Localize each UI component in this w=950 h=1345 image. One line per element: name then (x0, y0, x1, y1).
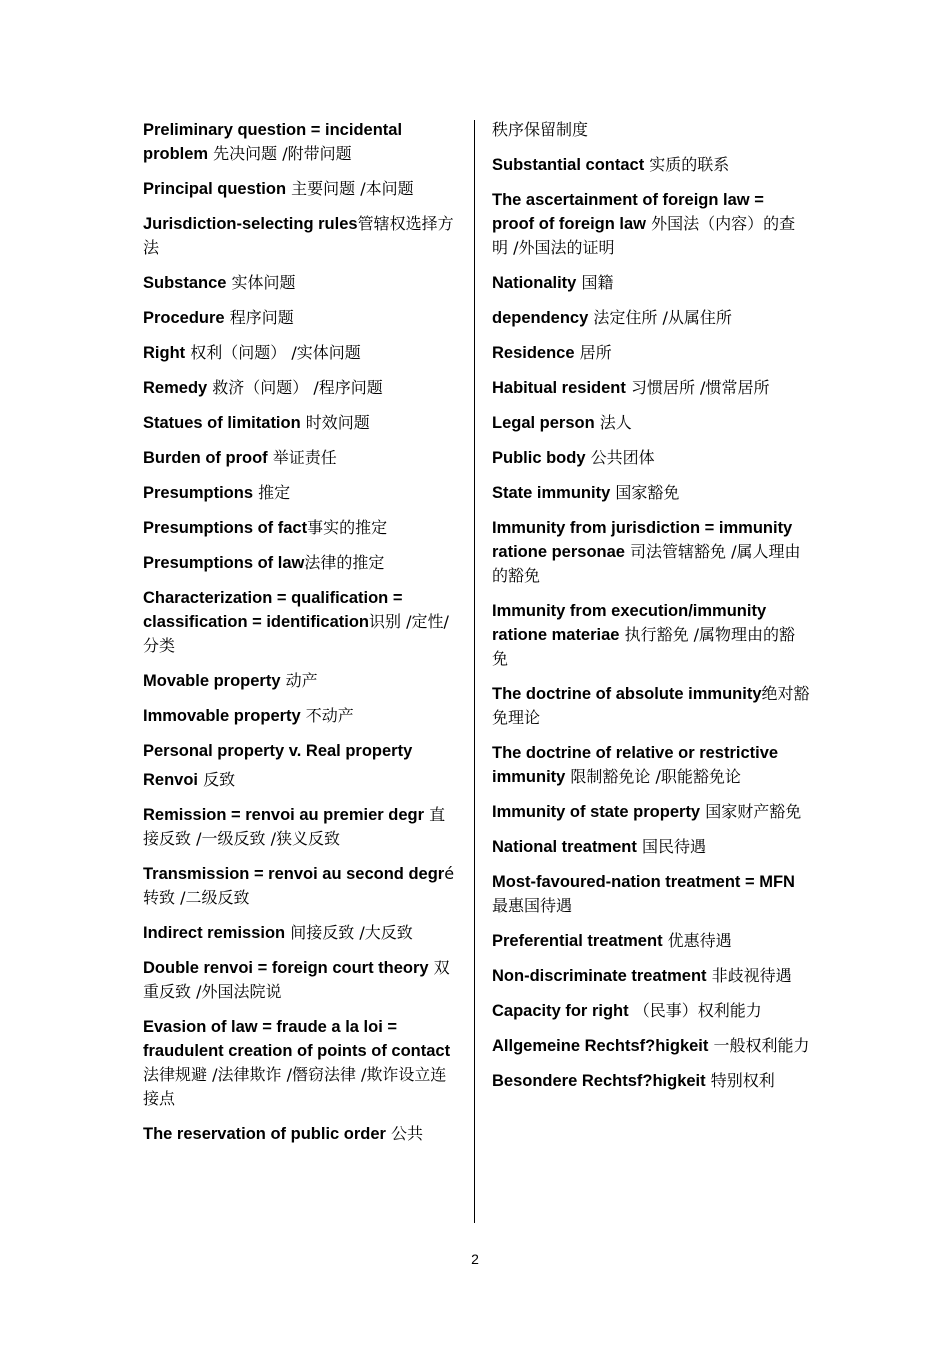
term-english: Burden of proof (143, 449, 268, 467)
term-chinese: 识别 /定性/分类 (143, 612, 449, 655)
glossary-entry (492, 516, 810, 588)
term-english: Indirect remission (143, 924, 286, 942)
term-english: Presumptions of law (143, 554, 305, 572)
term-chinese: 优惠待遇 (662, 931, 732, 950)
term-chinese: 国家财产豁免 (700, 802, 802, 821)
glossary-entry (143, 704, 461, 728)
term-english: Public body (492, 449, 586, 467)
glossary-entry (492, 1034, 810, 1058)
glossary-entry (492, 800, 810, 824)
term-english: The ascertainment of foreign law = proof of foreign law (492, 191, 764, 233)
page-number: 2 (471, 1251, 479, 1267)
term-english: Nationality (492, 274, 577, 292)
term-chinese: 双重反致 /外国法院说 (143, 958, 450, 1001)
term-english: dependency (492, 309, 589, 327)
term-english: Renvoi (143, 771, 199, 789)
term-english: Preferential treatment (492, 932, 663, 950)
term-chinese: 反致 (198, 770, 236, 789)
left-column (143, 118, 461, 1157)
glossary-entry (492, 999, 810, 1023)
term-english: Principal question (143, 180, 287, 198)
term-english: Immunity from jurisdiction = immunity ratione personae (492, 519, 793, 561)
term-chinese: 法律的推定 (304, 553, 385, 572)
glossary-entry (492, 271, 810, 295)
term-english: National treatment (492, 838, 637, 856)
term-chinese: 限制豁免论 /职能豁免论 (565, 767, 741, 786)
glossary-entry (143, 411, 461, 435)
glossary-entry (143, 516, 461, 540)
glossary-entry (143, 862, 461, 910)
term-chinese: 实体问题 (226, 273, 296, 292)
term-chinese: 非歧视待遇 (706, 966, 792, 985)
term-chinese: 一般权利能力 (708, 1036, 810, 1055)
term-chinese: 最惠国待遇 (492, 896, 573, 915)
glossary-entry (492, 446, 810, 470)
glossary-entry (492, 376, 810, 400)
glossary-entry (143, 803, 461, 851)
glossary-entry (492, 188, 810, 260)
term-english: The doctrine of relative or restrictive immunity (492, 744, 779, 786)
glossary-entry (143, 306, 461, 330)
term-english: Immunity from execution/immunity ratione materiae (492, 602, 767, 644)
term-english: Most-favoured-nation treatment = MFN (492, 873, 795, 891)
glossary-entry (492, 1069, 810, 1093)
term-english: Remedy (143, 379, 208, 397)
term-english: The doctrine of absolute immunity (492, 685, 762, 703)
glossary-entry (492, 481, 810, 505)
glossary-entry (143, 768, 461, 792)
term-english: Substance (143, 274, 227, 292)
term-chinese: （民事）权利能力 (628, 1001, 762, 1020)
term-english: Preliminary question = incidental problem (143, 121, 403, 163)
term-english: Statues of limitation (143, 414, 301, 432)
right-column (492, 118, 810, 1104)
term-english: Substantial contact (492, 156, 645, 174)
term-chinese: 动产 (280, 671, 318, 690)
term-chinese: 法定住所 /从属住所 (588, 308, 732, 327)
glossary-entry (143, 118, 461, 166)
glossary-entry (492, 741, 810, 789)
term-chinese: 国民待遇 (636, 837, 706, 856)
term-english: Besondere Rechtsf?higkeit (492, 1072, 706, 1090)
glossary-entry (143, 446, 461, 470)
glossary-entry (143, 1015, 461, 1111)
term-english: Presumptions (143, 484, 254, 502)
term-chinese: 国家豁免 (610, 483, 680, 502)
term-english: Immunity of state property (492, 803, 701, 821)
glossary-entry (492, 411, 810, 435)
term-chinese: 公共 (385, 1124, 424, 1143)
term-chinese: 执行豁免 /属物理由的豁免 (492, 625, 796, 668)
column-divider (474, 120, 475, 1223)
glossary-entry (492, 341, 810, 365)
term-chinese: 外国法（内容）的查明 /外国法的证明 (492, 214, 796, 257)
term-chinese: 秩序保留制度 (492, 120, 589, 139)
glossary-entry (143, 212, 461, 260)
term-english: Procedure (143, 309, 225, 327)
term-chinese: 管辖权选择方法 (143, 214, 454, 257)
glossary-entry (143, 177, 461, 201)
term-chinese: 居所 (574, 343, 612, 362)
term-english: Characterization = qualification = classification = identification (143, 589, 403, 631)
term-english: Evasion of law = fraude a la loi = fraudulent creation of points of contact (143, 1018, 451, 1060)
term-english: Double renvoi = foreign court theory (143, 959, 429, 977)
term-chinese: 主要问题 /本问题 (286, 179, 414, 198)
glossary-entry (492, 870, 810, 918)
glossary-entry (143, 271, 461, 295)
glossary-entry (143, 551, 461, 575)
term-chinese: 权利（问题） /实体问题 (185, 343, 361, 362)
term-english: Immovable property (143, 707, 301, 725)
glossary-entry (143, 1122, 461, 1146)
term-english: Right (143, 344, 186, 362)
term-chinese: 国籍 (576, 273, 614, 292)
term-chinese: 实质的联系 (644, 155, 730, 174)
term-english: Presumptions of fact (143, 519, 308, 537)
term-english: Non-discriminate treatment (492, 967, 707, 985)
term-chinese: 间接反致 /大反致 (285, 923, 413, 942)
term-english: Remission = renvoi au premier degr (143, 806, 425, 824)
term-chinese: 推定 (253, 483, 291, 502)
term-chinese: 举证责任 (267, 448, 337, 467)
glossary-entry (143, 586, 461, 658)
glossary-entry (492, 118, 810, 142)
term-chinese: 不动产 (300, 706, 354, 725)
glossary-entry (492, 682, 810, 730)
term-english: Jurisdiction-selecting rules (143, 215, 358, 233)
glossary-entry (492, 964, 810, 988)
term-chinese: 公共团体 (585, 448, 655, 467)
term-chinese: 司法管辖豁免 /属人理由的豁免 (492, 542, 801, 585)
term-english: Movable property (143, 672, 281, 690)
term-chinese: 法律规避 /法律欺诈 /僭窃法律 /欺诈设立连接点 (143, 1065, 447, 1108)
term-english: Legal person (492, 414, 595, 432)
term-chinese: 救济（问题） /程序问题 (207, 378, 383, 397)
term-english: Personal property v. Real property (143, 742, 413, 760)
glossary-entry (492, 929, 810, 953)
term-english: Residence (492, 344, 575, 362)
term-chinese: 先决问题 /附带问题 (208, 144, 352, 163)
term-chinese: 法人 (594, 413, 632, 432)
glossary-entry (143, 921, 461, 945)
glossary-entry (143, 341, 461, 365)
term-english: Capacity for right (492, 1002, 629, 1020)
term-english: Habitual resident (492, 379, 626, 397)
glossary-entry (143, 669, 461, 693)
term-english: State immunity (492, 484, 611, 502)
term-english: Allgemeine Rechtsf?higkeit (492, 1037, 709, 1055)
glossary-entry (492, 599, 810, 671)
term-chinese: é 转致 /二级反致 (143, 864, 455, 907)
glossary-entry (143, 956, 461, 1004)
term-english: Transmission = renvoi au second degr (143, 865, 445, 883)
glossary-entry (492, 306, 810, 330)
term-chinese: 特别权利 (705, 1071, 775, 1090)
glossary-entry (143, 739, 461, 763)
term-chinese: 直接反致 /一级反致 /狭义反致 (143, 805, 446, 848)
term-chinese: 习惯居所 /惯常居所 (625, 378, 770, 397)
term-chinese: 绝对豁免理论 (492, 684, 810, 727)
glossary-entry (143, 376, 461, 400)
glossary-entry (143, 481, 461, 505)
glossary-entry (492, 153, 810, 177)
term-chinese: 时效问题 (300, 413, 370, 432)
term-chinese: 程序问题 (224, 308, 294, 327)
term-chinese: 事实的推定 (307, 518, 388, 537)
glossary-entry (492, 835, 810, 859)
term-english: The reservation of public order (143, 1125, 386, 1143)
